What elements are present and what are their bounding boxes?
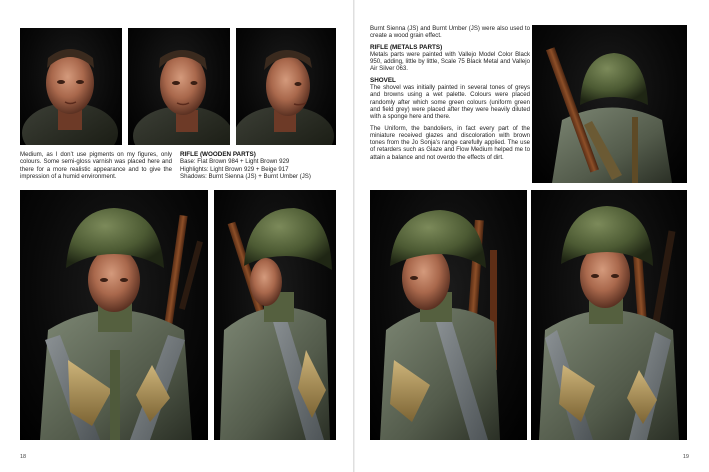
page-number-right: 19 <box>682 454 689 460</box>
bust-front-photo <box>20 190 208 440</box>
shovel-paragraph: The shovel was initially painted in several tones of greys and browns using a wet palette. Colours were placed randomly after which some green colours (uniform green and field grey) were placed after they were heavily diluted with a sponge here and there. <box>370 84 530 121</box>
rifle-wooden-shadows: Shadows: Burnt Sienna (JS) + Burnt Umber (JS) <box>180 172 311 180</box>
bust-front-three-quarter-photo <box>531 190 687 440</box>
rifle-metal-heading: RIFLE (METALS PARTS) <box>370 43 443 51</box>
face-closeup-three-quarter-photo <box>128 28 230 145</box>
left-page <box>0 0 354 472</box>
right-page <box>355 0 709 472</box>
caption-paragraph: Medium, as I don’t use pigments on my figures, only colours. Some semi-gloss varnish was placed here and there for a more realistic appearance and to give the impression of a humid environment. <box>20 151 172 180</box>
wood-grain-paragraph: Burnt Sienna (JS) and Burnt Umber (JS) were also used to create a wood grain effect. <box>370 25 530 40</box>
shovel-heading: SHOVEL <box>370 76 396 84</box>
face-closeup-front-photo <box>20 28 122 145</box>
bust-back-photo <box>532 25 687 183</box>
uniform-paragraph: The Uniform, the bandoliers, in fact every part of the miniature received glazes and discoloration with brown tones from the Jo Sonja’s range carefully applied. The use of retarders such as Glaze and Flow Medium helped me to attain a balance and not overdo the effects of dirt. <box>370 124 530 161</box>
caption-text <box>20 151 172 184</box>
bust-rear-three-quarter-photo <box>214 190 336 440</box>
right-text-column <box>370 25 530 165</box>
rifle-wooden-heading: RIFLE (WOODEN PARTS) <box>180 151 256 158</box>
rifle-wooden-parts-section <box>180 151 336 180</box>
face-closeup-profile-photo <box>236 28 336 145</box>
rifle-metal-paragraph: Metals parts were painted with Vallejo Model Color Black 950, adding, little by little, Scale 75 Black Metal and Vallejo Air Silver 063. <box>370 50 530 73</box>
rifle-wooden-highlights: Highlights: Light Brown 929 + Beige 917 <box>180 165 289 173</box>
bust-left-profile-photo <box>370 190 527 440</box>
rifle-wooden-base: Base: Flat Brown 984 + Light Brown 929 <box>180 158 290 166</box>
page-number-left: 18 <box>20 454 27 460</box>
